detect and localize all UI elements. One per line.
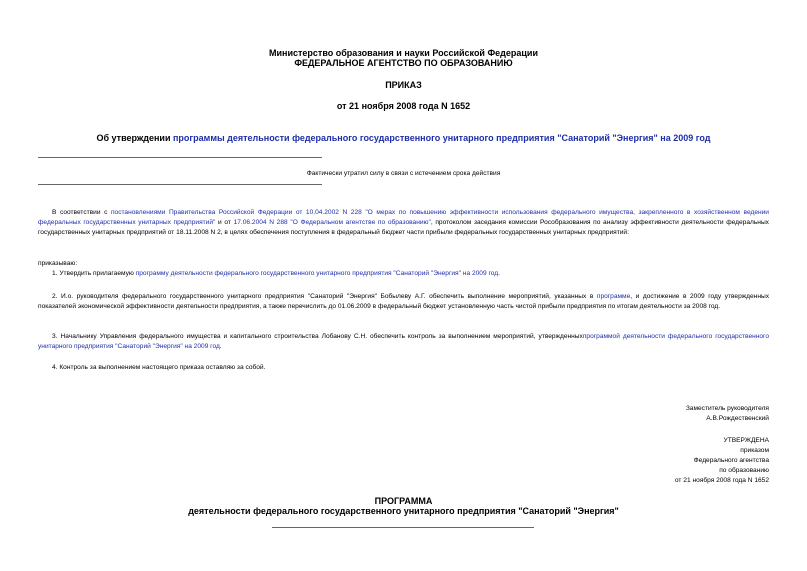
- preamble-paragraph: [38, 208, 769, 238]
- preamble-text-1: В соответствии с: [52, 209, 111, 216]
- item-2-text-end: , и достижение в 2009 году утвержденных показателей экономической эффективности деятельности предприятия, а также перечислить до 01.06.2009 в федеральный бюджет установленную часть чистой прибыли предприятия по итогам деятельности за 2008 год.: [38, 293, 770, 310]
- item-2-text: 2. И.о. руководителя федерального государственного унитарного предприятия "Санаторий "Энергия" Бобылеву А.Г. обеспечить выполнение мероприятий, указанных в: [52, 293, 597, 300]
- approval-line-5: от 21 ноября 2008 года N 1652: [674, 477, 769, 484]
- divider-bottom: [38, 184, 322, 185]
- program-divider: [272, 527, 534, 528]
- signature-name: А.В.Рождественский: [706, 415, 769, 422]
- doc-title: [0, 133, 807, 144]
- item-3-program-link[interactable]: программой деятельности федерального государственного унитарного предприятия "Санаторий "Энергия" на 2009 год: [38, 333, 769, 350]
- item-2: [38, 292, 769, 312]
- approval-line-3: Федерального агентства: [693, 457, 769, 464]
- item-4: 4. Контроль за выполнением настоящего приказа оставляю за собой.: [52, 364, 266, 371]
- approval-line-1: УТВЕРЖДЕНА: [723, 437, 769, 444]
- item-1-program-link[interactable]: программу деятельности федерального государственного унитарного предприятия "Санаторий "Энергия" на 2009 год: [135, 270, 499, 277]
- item-1-end: .: [498, 270, 500, 277]
- order-word: приказываю:: [38, 260, 78, 267]
- approval-line-2: приказом: [740, 447, 769, 454]
- approval-line-4: по образованию: [719, 467, 769, 474]
- item-3-end: .: [219, 343, 222, 350]
- item-3-text: 3. Начальнику Управления федерального имущества и капитального строительства Лобанову С.Н. обеспечить контроль за выполнением мероприятий, утвержденных: [52, 333, 583, 340]
- agency-name: ФЕДЕРАЛЬНОЕ АГЕНТСТВО ПО ОБРАЗОВАНИЮ: [294, 58, 513, 68]
- preamble-link-resolution-228[interactable]: постановлениями Правительства Российской Федерации от 10.04.2002 N 228 "О мерах по повышению эффективности использования федерального имущества, закрепленного в хозяйственном ведении федеральных государственных унитарных предприятий": [38, 209, 769, 226]
- preamble-text-2: и от: [215, 219, 234, 226]
- program-title: ПРОГРАММА: [374, 496, 433, 506]
- item-2-program-link[interactable]: программе: [596, 293, 631, 300]
- doc-title-link[interactable]: программы деятельности федерального государственного унитарного предприятия "Санаторий "Энергия" на 2009 год: [172, 133, 711, 143]
- doc-title-prefix: Об утверждении: [96, 133, 173, 143]
- preamble-link-resolution-288[interactable]: 17.06.2004 N 288 "О Федеральном агентстве по образованию": [233, 219, 431, 226]
- ministry-name: Министерство образования и науки Российской Федерации: [269, 48, 538, 58]
- status-note: Фактически утратил силу в связи с истечением срока действия: [306, 170, 501, 177]
- program-subtitle: деятельности федерального государственного унитарного предприятия "Санаторий "Энергия": [188, 506, 619, 516]
- preamble-text-3: , протоколом заседания комиссии Рособразования по анализу эффективности деятельности федеральных государственных унитарных предприятий от 18.11.2008 N 2, в целях обеспечения поступления в федеральный бюджет части прибыли федеральных государственных унитарных предприятий:: [38, 219, 769, 236]
- signature-position: Заместитель руководителя: [685, 405, 769, 412]
- item-3: [38, 332, 769, 352]
- item-1-text: 1. Утвердить прилагаемую: [52, 270, 136, 277]
- divider-top: [38, 157, 322, 158]
- doc-date-number: от 21 ноября 2008 года N 1652: [336, 101, 471, 111]
- item-1: [38, 269, 769, 279]
- doc-type: ПРИКАЗ: [385, 80, 422, 90]
